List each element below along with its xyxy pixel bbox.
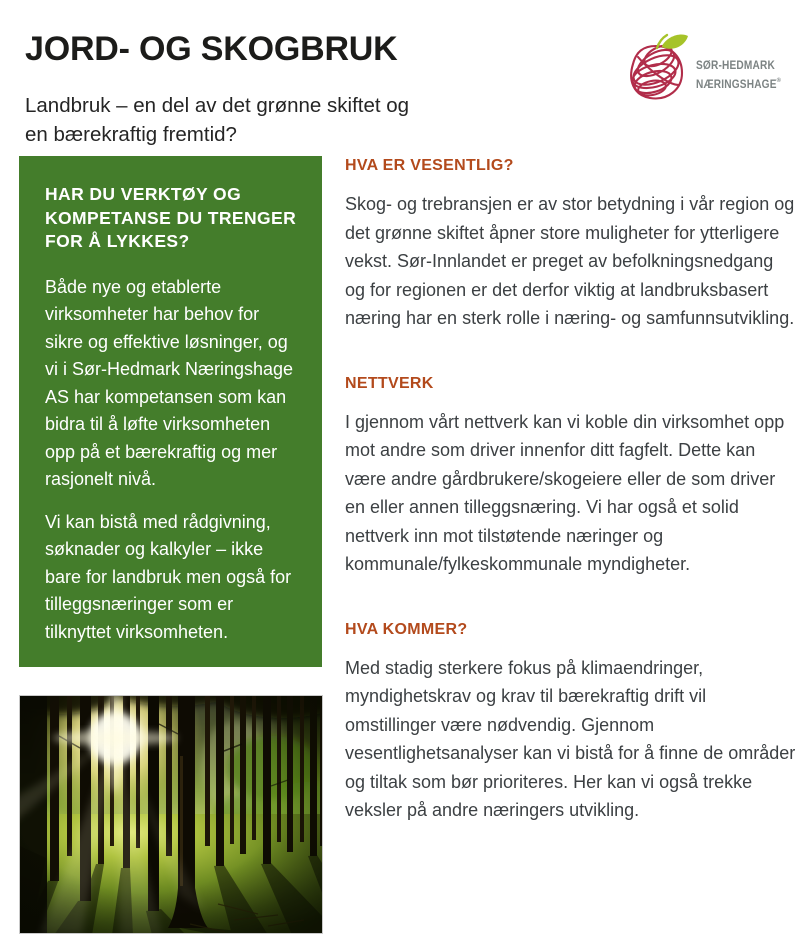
section-heading: HVA ER VESENTLIG?: [345, 157, 514, 174]
logo-wordmark: [696, 60, 781, 92]
page-subtitle-line2: en bærekraftig fremtid?: [25, 123, 237, 146]
forest-photo: [19, 695, 323, 934]
green-info-box: [19, 156, 322, 667]
section-heading: HVA KOMMER?: [345, 620, 468, 638]
logo-line1: SØR-HEDMARK: [696, 60, 775, 72]
page-subtitle: [25, 91, 455, 149]
section-body: Skog- og trebransjen er av stor betydning i vår region og det grønne skiftet åpner store muligheter for ytterligere vekst. Sør-Innlandet er preget av befolkningsnedgang og for regionen er det derfor viktig at landbruksbasert næring har en sterk rolle i næring- og samfunnsutvikling.: [345, 194, 795, 328]
green-box-paragraph-1: Både nye og etablerte virksomheter har behov for sikre og effektive løsninger, og vi i Sør-Hedmark Næringshage AS har kompetansen som kan bidra til å løfte virksomheten opp på et bærekraftig og mer rasjonelt nivå.: [45, 276, 294, 489]
forest-photo-art: [20, 696, 323, 934]
raspberry-logo-icon: [624, 33, 690, 105]
page-title: JORD- OG SKOGBRUK: [25, 30, 398, 68]
company-logo: [624, 33, 793, 105]
green-box-paragraph-2: Vi kan bistå med rådgivning, søknader og kalkyler – ikke bare for landbruk men også for tilleggsnæringer som er tilknyttet virksomheten.: [45, 511, 292, 642]
section-body: Med stadig sterkere fokus på klimaendringer, myndighetskrav og krav til bærekraftig drift vil omstillinger være nødvendig. Gjennom vesentlighetsanalyser kan vi bistå for å finne de områder og tiltak som bør prioriteres. Her kan vi også trekke veksler på andre næringers utvikling.: [345, 657, 796, 820]
section-hva-kommer: [345, 621, 797, 825]
content-column: [345, 157, 797, 867]
green-box-heading: HAR DU VERKTØY OG KOMPETANSE DU TRENGER FOR Å LYKKES?: [45, 184, 297, 251]
page-subtitle-line1: Landbruk – en del av det grønne skiftet og: [25, 94, 410, 117]
logo-line2: NÆRINGSHAGE: [696, 78, 777, 91]
registered-trademark: ®: [776, 76, 782, 84]
section-body: I gjennom vårt nettverk kan vi koble din virksomhet opp mot andre som driver innenfor ditt fagfelt. Dette kan være andre gårdbrukere/skogeiere eller de som driver en eller annen tilleggsnæring. Vi har også et solid nettverk inn mot tilstøtende næringer og kommunale/fylkeskommunale myndigheter.: [345, 411, 785, 574]
section-hva-er-vesentlig: [345, 157, 797, 333]
section-heading: NETTVERK: [345, 374, 434, 392]
section-nettverk: [345, 375, 797, 579]
